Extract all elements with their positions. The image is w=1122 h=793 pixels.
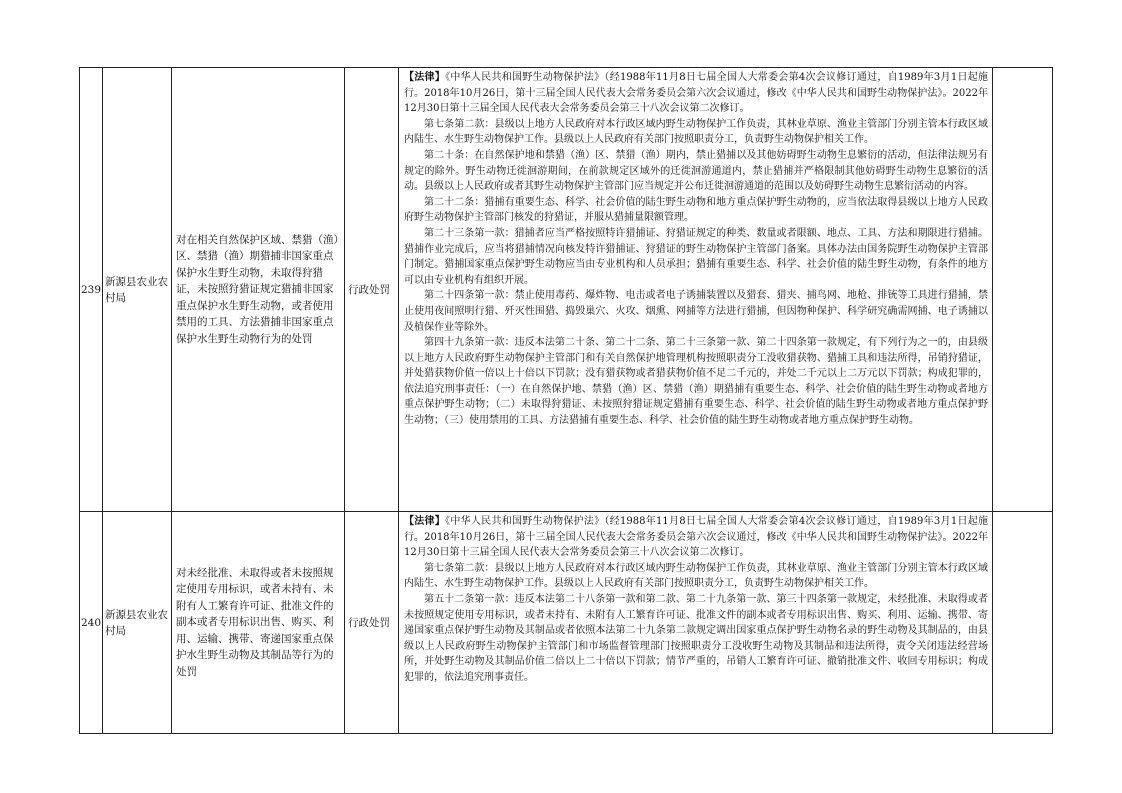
item-type-cell: 行政处罚 (345, 512, 399, 734)
item-name-cell: 对未经批准、未取得或者未按照规定使用专用标识，或者未持有、未附有人工繁育许可证、批准文件的副本或者专用标识出售、购买、利用、运输、携带、寄递国家重点保护水生野生动物及其制品等行为的处罚 (172, 512, 345, 734)
basis-paragraph: 第二十三条第一款：猎捕者应当严格按照特许猎捕证、狩猎证规定的种类、数量或者限额、地点、工具、方法和期限进行猎捕。猎捕作业完成后，应当将猎捕情况向核发特许猎捕证、狩猎证的野生动物保护主管部门备案。具体办法由国务院野生动物保护主管部门制定。猎捕国家重点保护野生动物应当由专业机构和人员承担；猎捕有重要生态、科学、社会价值的陆生野生动物，有条件的地方可以由专业机构有组织开展。 (404, 227, 988, 286)
item-name-cell: 对在相关自然保护区域、禁猎（渔）区、禁猎（渔）期猎捕非国家重点保护水生野生动物，未取得狩猎证，未按照狩猎证规定猎捕非国家重点保护水生野生动物，或者使用禁用的工具、方法猎捕非国家重点保护水生野生动物行为的处罚 (172, 68, 345, 512)
power-list-table (79, 67, 1053, 734)
basis-paragraph: 第七条第二款：县级以上地方人民政府对本行政区域内野生动物保护工作负责，其林业草原、渔业主管部门分别主管本行政区域内陆生、水生野生动物保护工作。县级以上人民政府有关部门按照职责分工，负责野生动物保护相关工作。 (404, 562, 988, 590)
empty-cell (993, 512, 1053, 734)
row-number: 239 (80, 68, 103, 512)
empty-cell (993, 68, 1053, 512)
item-type-cell: 行政处罚 (345, 68, 399, 512)
basis-law-heading (404, 514, 988, 561)
basis-law-text: 《中华人民共和国野生动物保护法》（经1988年11月8日七届全国人大常委会第4次会议修订通过，自1989年3月1日起施行。2018年10月26日，第十三届全国人民代表大会常务委员会第六次会议通过，修改《中华人民共和国野生动物保护法》。2022年12月30日第十三届全国人民代表大会常务委员会第三十八次会议第二次修订。 (404, 72, 989, 115)
table-row (80, 68, 1053, 512)
basis-law-heading (404, 70, 988, 117)
table-row (80, 512, 1053, 734)
basis-paragraph: 第二十条：在自然保护地和禁猎（渔）区、禁猎（渔）期内，禁止猎捕以及其他妨碍野生动物生息繁衍的活动，但法律法规另有规定的除外。野生动物迁徙洄游期间，在前款规定区域外的迁徙洄游通道内，禁止猎捕并严格限制其他妨碍野生动物生息繁衍的活动。县级以上人民政府或者其野生动物保护主管部门应当规定并公布迁徙洄游通道的范围以及妨碍野生动物生息繁衍活动的内容。 (404, 149, 988, 193)
basis-paragraph: 第二十四条第一款：禁止使用毒药、爆炸物、电击或者电子诱捕装置以及猎套、猎夹、捕鸟网、地枪、排铳等工具进行猎捕，禁止使用夜间照明行猎、歼灭性围猎、捣毁巢穴、火攻、烟熏、网捕等方法进行猎捕，但因物种保护、科学研究确需网捕、电子诱捕以及植保作业等除外。 (404, 290, 988, 333)
row-number: 240 (80, 512, 103, 734)
basis-paragraph: 第五十二条第一款：违反本法第二十八条第一款和第二款、第二十九条第一款、第三十四条第一款规定，未经批准、未取得或者未按照规定使用专用标识，或者未持有、未附有人工繁育许可证、批准文件的副本或者专用标识出售、购买、利用、运输、携带、寄递国家重点保护野生动物及其制品或者依照本法第二十九条第二款规定调出国家重点保护野生动物名录的野生动物及其制品的，由县级以上人民政府野生动物保护主管部门和市场监督管理部门按照职责分工没收野生动物及其制品和违法所得，责令关闭违法经营场所，并处野生动物及其制品价值二倍以上二十倍以下罚款；情节严重的，吊销人工繁育许可证、撤销批准文件、收回专用标识；构成犯罪的，依法追究刑事责任。 (404, 593, 988, 683)
legal-basis-cell (399, 68, 993, 512)
legal-basis-cell (399, 512, 993, 734)
basis-tag: 【法律】 (404, 72, 446, 83)
department-cell: 新源县农业农村局 (103, 68, 172, 512)
basis-paragraph: 第四十九条第一款：违反本法第二十条、第二十二条、第二十三条第一款、第二十四条第一款规定，有下列行为之一的，由县级以上地方人民政府野生动物保护主管部门和有关自然保护地管理机构按照职责分工没收猎获物、猎捕工具和违法所得，吊销狩猎证，并处猎获物价值一倍以上十倍以下罚款；没有猎获物或者猎获物价值不足二千元的，并处二千元以上二万元以下罚款；构成犯罪的，依法追究刑事责任：（一）在自然保护地、禁猎（渔）区、禁猎（渔）期猎捕有重要生态、科学、社会价值的陆生野生动物或者地方重点保护野生动物；（二）未取得狩猎证、未按照狩猎证规定猎捕有重要生态、科学、社会价值的陆生野生动物或者地方重点保护野生动物；（三）使用禁用的工具、方法猎捕有重要生态、科学、社会价值的陆生野生动物或者地方重点保护野生动物。 (404, 337, 988, 427)
basis-tag: 【法律】 (404, 516, 446, 527)
basis-paragraph: 第二十二条：猎捕有重要生态、科学、社会价值的陆生野生动物和地方重点保护野生动物的，应当依法取得县级以上地方人民政府野生动物保护主管部门核发的狩猎证，并服从猎捕量限额管理。 (404, 196, 988, 224)
basis-paragraph: 第七条第二款：县级以上地方人民政府对本行政区域内野生动物保护工作负责，其林业草原、渔业主管部门分别主管本行政区域内陆生、水生野生动物保护工作。县级以上人民政府有关部门按照职责分工，负责野生动物保护相关工作。 (404, 118, 988, 146)
department-cell: 新源县农业农村局 (103, 512, 172, 734)
basis-law-text: 《中华人民共和国野生动物保护法》（经1988年11月8日七届全国人大常委会第4次会议修订通过，自1989年3月1日起施行。2018年10月26日，第十三届全国人民代表大会常务委员会第六次会议通过，修改《中华人民共和国野生动物保护法》。2022年12月30日第十三届全国人民代表大会常务委员会第三十八次会议第二次修订。 (404, 516, 989, 559)
